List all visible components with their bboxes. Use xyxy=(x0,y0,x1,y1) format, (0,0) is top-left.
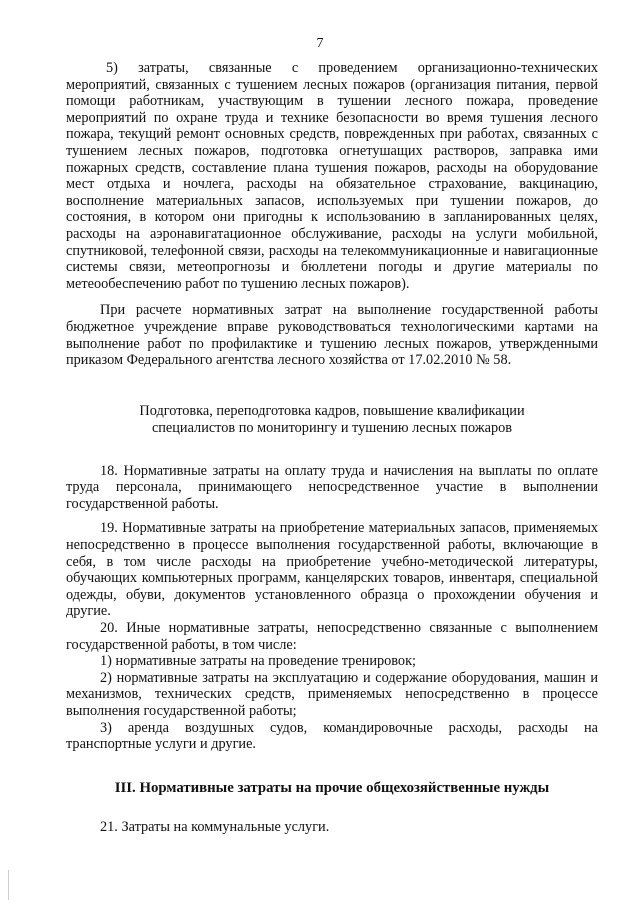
paragraph-21: 21. Затраты на коммунальные услуги. xyxy=(100,818,330,835)
section-heading-line-1: Подготовка, переподготовка кадров, повышение квалификации xyxy=(139,402,525,419)
chapter-heading-iii: III. Нормативные затраты на прочие общехозяйственные нужды xyxy=(114,779,550,796)
scan-edge-mark xyxy=(8,870,9,900)
paragraph-technological-maps: При расчете нормативных затрат на выполнение государственной работы бюджетное учреждение вправе руководствоваться технологическими картами на выполнение работ по профилактике и тушению лесных пожаров, утвержденными приказом Федерального агентства лесного хозяйства от 17.02.2010 № 58. xyxy=(66,302,598,369)
section-heading-training xyxy=(66,403,598,437)
paragraph-18: 18. Нормативные затраты на оплату труда и начисления на выплаты по оплате труда персонала, принимающего непосредственное участие в выполнении государственной работы. xyxy=(66,462,598,512)
paragraph-item-5: 5) затраты, связанные с проведением организационно-технических мероприятий, связанных с тушением лесных пожаров (организация питания, первой помощи работникам, участвующим в тушении лесного пожара, проведение мероприятий по охране труда и технике безопасности во время тушения лесного пожара, текущий ремонт основных средств, поврежденных при работах, связанных с тушением лесных пожаров, подготовка огнетушащих растворов, заправка ими пожарных средств, составление плана тушения пожаров, расходы на оборудование мест отдыха и ночлега, расходы на обязательное страхование, вакцинацию, восполнение материальных запасов, используемых при тушении пожаров, до состояния, в котором они пригодны к использованию в запланированных целях, расходы на аэронавигатационное обслуживание, расходы на услуги мобильной, спутниковой, телефонной связи, расходы на телекоммуникационные и навигационные системы связи, метеопрогнозы и бюллетени погоды и другие материалы по метеообеспечению работ по тушению лесных пожаров). xyxy=(66,60,598,292)
paragraph-20: 20. Иные нормативные затраты, непосредственно связанные с выполнением государственной работы, в том числе: xyxy=(66,620,598,653)
list-item-2: 2) нормативные затраты на эксплуатацию и содержание оборудования, машин и механизмов, технических средств, применяемых непосредственно в процессе выполнения государственной работы; xyxy=(66,669,598,719)
page-number: 7 xyxy=(316,36,324,51)
list-item-1: 1) нормативные затраты на проведение тренировок; xyxy=(100,653,416,670)
section-heading-line-2: специалистов по мониторингу и тушению лесных пожаров xyxy=(151,419,513,436)
paragraph-19: 19. Нормативные затраты на приобретение материальных запасов, применяемых непосредственно в процессе выполнения государственной работы, включающие в себя, в том числе расходы на приобретение учебно-методической литературы, обучающих компьютерных программ, канцелярских товаров, инвентаря, специальной одежды, обуви, документов установленного образца о прохождении обучения и другие. xyxy=(66,520,598,620)
list-item-3: 3) аренда воздушных судов, командировочные расходы, расходы на транспортные услуги и другие. xyxy=(66,719,598,753)
document-body xyxy=(66,60,598,835)
